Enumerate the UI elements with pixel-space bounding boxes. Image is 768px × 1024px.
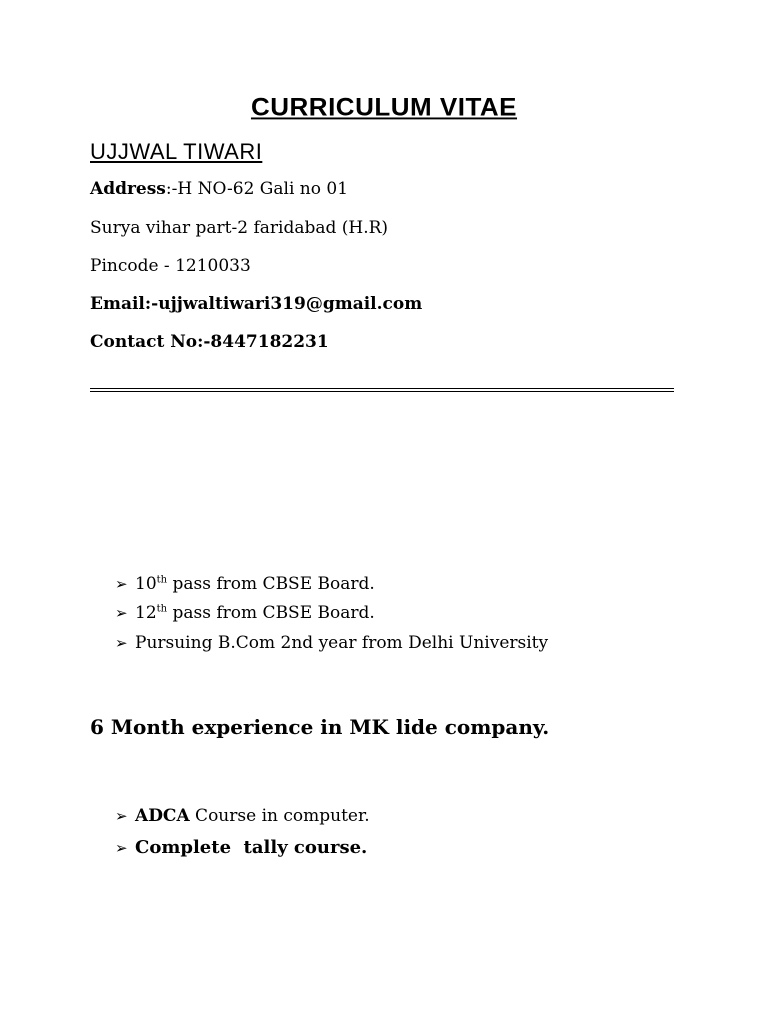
arrow-bullet-icon: ➢ bbox=[115, 839, 128, 857]
candidate-name: UJJWAL TIWARI bbox=[90, 139, 263, 164]
education-item: ➢ 10th pass from CBSE Board. bbox=[115, 574, 375, 594]
arrow-bullet-icon: ➢ bbox=[115, 604, 128, 622]
skill-item: ➢ Complete tally course. bbox=[115, 837, 368, 858]
education-item: ➢ Pursuing B.Com 2nd year from Delhi University bbox=[115, 633, 549, 653]
address-line-2: Surya vihar part-2 faridabad (H.R) bbox=[90, 218, 389, 238]
arrow-bullet-icon: ➢ bbox=[115, 807, 128, 825]
arrow-bullet-icon: ➢ bbox=[115, 634, 128, 652]
skill-item: ➢ ADCA Course in computer. bbox=[115, 806, 370, 826]
page-title: CURRICULUM VITAE bbox=[250, 92, 518, 122]
address-value: :-H NO-62 Gali no 01 bbox=[165, 179, 349, 199]
arrow-bullet-icon: ➢ bbox=[115, 575, 128, 593]
experience-heading: 6 Month experience in MK lide company. bbox=[90, 715, 550, 739]
divider-top bbox=[90, 388, 674, 389]
pincode: Pincode - 1210033 bbox=[90, 256, 251, 276]
contact-number: Contact No:-8447182231 bbox=[90, 332, 329, 352]
address-line-1 bbox=[90, 179, 348, 199]
education-item: ➢ 12th pass from CBSE Board. bbox=[115, 603, 375, 623]
email: Email:-ujjwaltiwari319@gmail.com bbox=[90, 294, 423, 314]
divider-bottom bbox=[90, 391, 674, 392]
address-label: Address bbox=[90, 179, 166, 199]
